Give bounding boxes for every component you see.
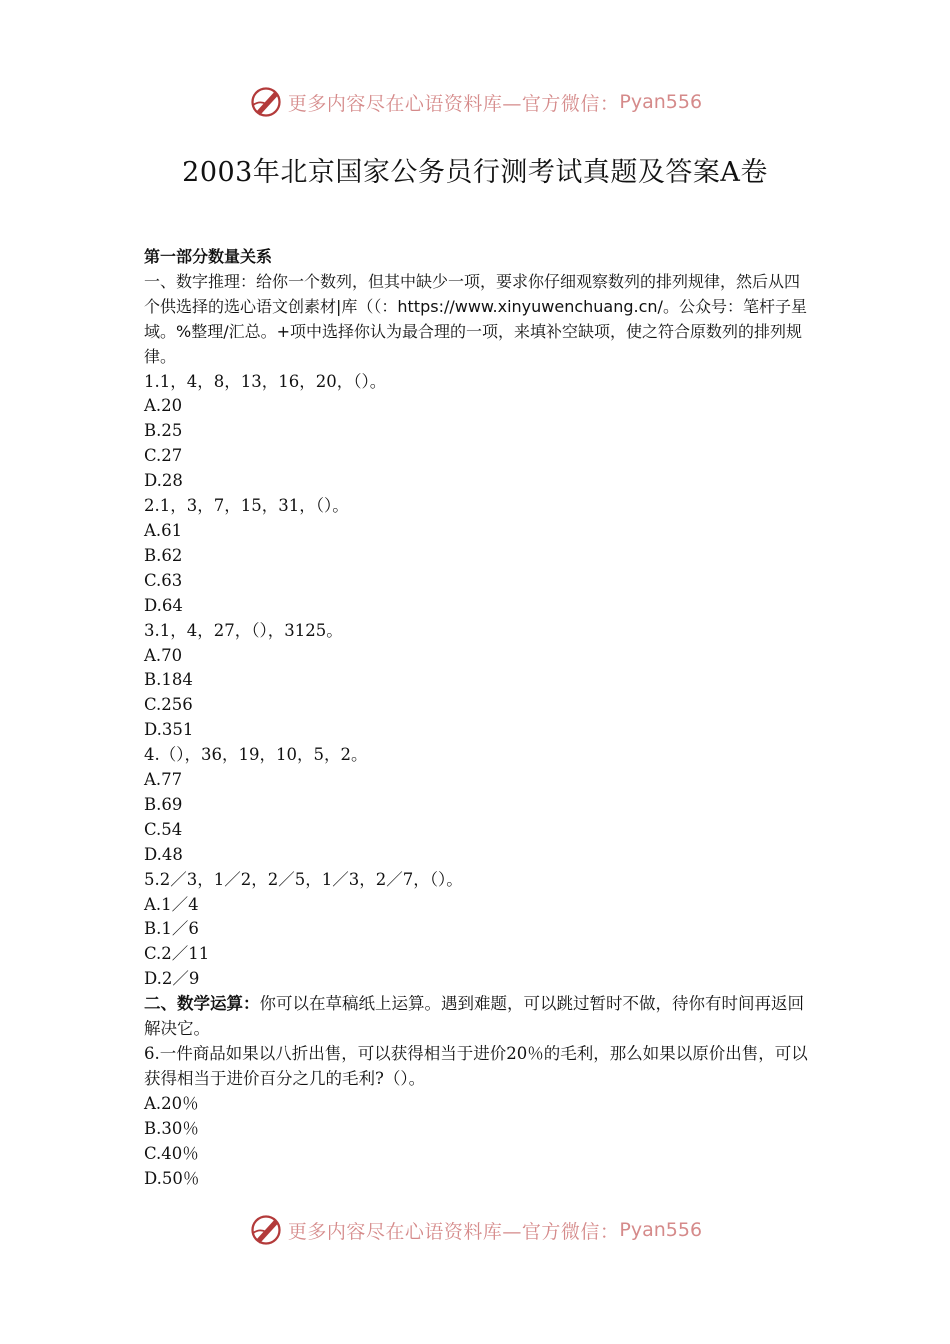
watermark-text: 更多内容尽在心语资料库—官方微信：	[287, 92, 620, 115]
answer-option: A.77	[144, 770, 183, 790]
page-title: 2003年北京国家公务员行测考试真题及答案A卷	[182, 157, 768, 188]
section-heading: 第一部分数量关系	[144, 247, 273, 266]
answer-option: A.1／4	[144, 894, 199, 914]
answer-option: A.20％	[144, 1093, 199, 1113]
watermark-text: 更多内容尽在心语资料库—官方微信：	[287, 1220, 620, 1243]
pen-logo-icon	[248, 1212, 284, 1248]
answer-option: D.50％	[144, 1168, 200, 1188]
question-list-part2	[144, 1042, 814, 1191]
answer-option: C.54	[144, 819, 183, 839]
answer-option: C.2／11	[144, 944, 210, 964]
question-text: 5.2／3，1／2，2／5，1／3，2／7，（）。	[144, 869, 463, 889]
question-text: 3.1，4，27，（），3125。	[144, 620, 343, 640]
answer-option: D.2／9	[144, 969, 200, 989]
document-body	[144, 245, 814, 1191]
pen-logo-icon	[248, 84, 284, 120]
answer-option: A.70	[144, 645, 183, 665]
question-text: 1.1，4，8，13，16，20，（）。	[144, 371, 387, 391]
question-text: 4.（），36，19，10，5，2。	[144, 745, 368, 765]
answer-option: B.69	[144, 794, 183, 814]
section2-text: 你可以在草稿纸上运算。遇到难题，可以跳过暂时不做，待你有时间再返回解决它。	[144, 994, 804, 1039]
answer-option: D.351	[144, 720, 194, 740]
section2-paragraph	[144, 992, 814, 1042]
answer-option: A.20	[144, 396, 183, 416]
question-list-part1	[144, 370, 814, 993]
question-text: 2.1，3，7，15，31，（）。	[144, 496, 349, 516]
answer-option: D.28	[144, 471, 183, 491]
answer-option: B.1／6	[144, 919, 199, 939]
section-instruction: 一、数字推理：给你一个数列，但其中缺少一项，要求你仔细观察数列的排列规律，然后从四个供选择的选心语文创素材|库（（：https://www.xinyuwenchuang.cn/。公众号：笔杆子星域。%整理/汇总。+项中选择你认为最合理的一项，来填补空缺项，使之符合原数列的排列规律。	[144, 271, 807, 366]
watermark-banner-top	[0, 82, 950, 122]
answer-option: B.62	[144, 545, 183, 565]
answer-option: D.48	[144, 844, 183, 864]
section2-label: 二、数学运算：	[144, 994, 260, 1014]
answer-option: D.64	[144, 595, 183, 615]
answer-option: C.63	[144, 570, 183, 590]
question-text: 6.一件商品如果以八折出售，可以获得相当于进价20％的毛利，那么如果以原价出售，可以获得相当于进价百分之几的毛利?（）。	[144, 1044, 808, 1088]
answer-option: B.30％	[144, 1118, 199, 1138]
watermark-wechat: Pyan556	[619, 1219, 703, 1241]
answer-option: B.184	[144, 670, 193, 690]
answer-option: B.25	[144, 421, 183, 441]
watermark-wechat: Pyan556	[619, 91, 703, 113]
answer-option: C.40％	[144, 1143, 199, 1163]
answer-option: C.256	[144, 695, 193, 715]
answer-option: A.61	[144, 520, 183, 540]
answer-option: C.27	[144, 446, 183, 466]
watermark-banner-bottom	[0, 1210, 950, 1250]
